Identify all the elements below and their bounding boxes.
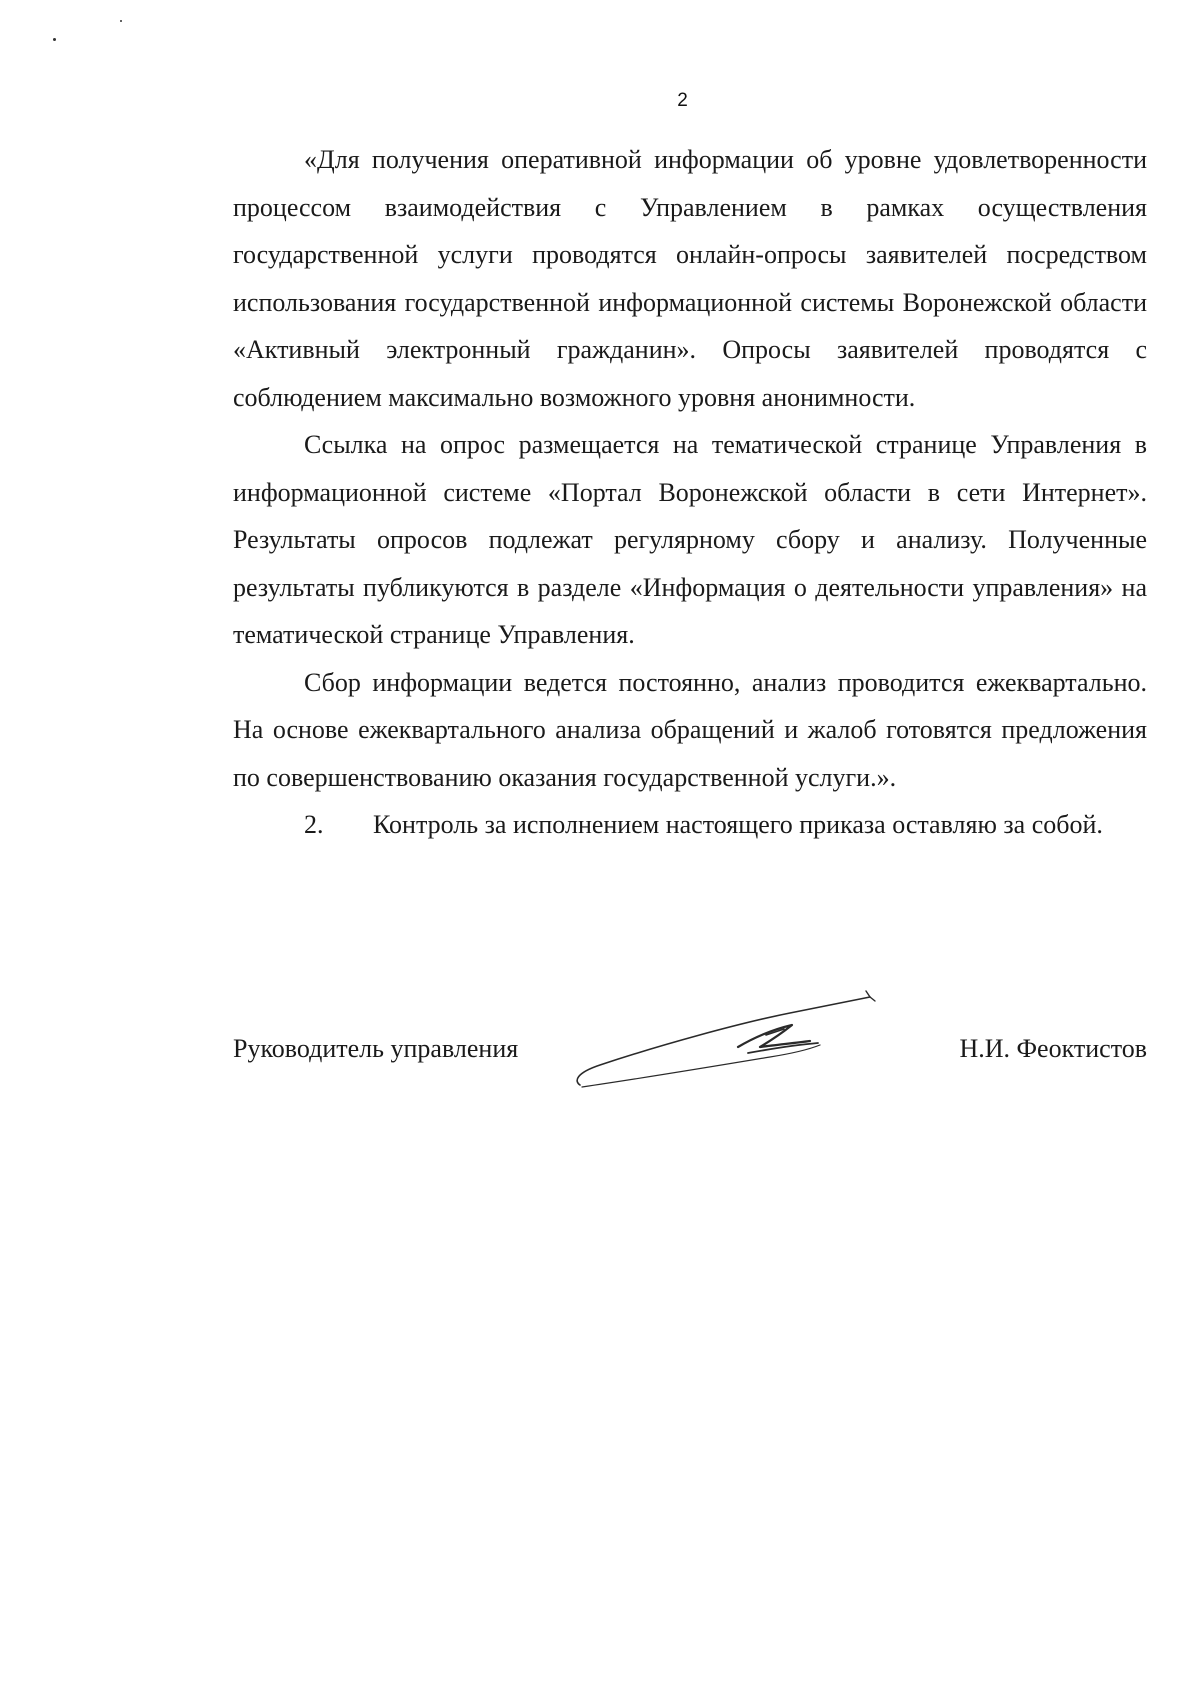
item-number: 2. [304, 810, 324, 839]
paragraph: Ссылка на опрос размещается на тематической странице Управления в информационной системе «Портал Воронежской области в сети Интернет». Результаты опросов подлежат регулярному сбору и анализу. Полученные результаты публикуются в разделе «Информация о деятельности управления» на тематической странице Управления. [233, 430, 1147, 649]
item-text: Контроль за исполнением настоящего приказа оставляю за собой. [373, 810, 1103, 839]
page-number: 2 [677, 90, 688, 111]
scan-speck [120, 20, 122, 22]
signer-position: Руководитель управления [233, 1034, 519, 1063]
numbered-item [233, 801, 1147, 849]
handwritten-signature [570, 985, 880, 1095]
paragraph: Сбор информации ведется постоянно, анализ проводится ежеквартально. На основе ежеквартального анализа обращений и жалоб готовятся предложения по совершенствованию оказания государственной услуги.». [233, 667, 1147, 792]
paragraph: «Для получения оперативной информации об уровне удовлетворенности процессом взаимодействия с Управлением в рамках осуществления государственной услуги проводятся онлайн-опросы заявителей посредством использования государственной информационной системы Воронежской области «Активный электронный гражданин». Опросы заявителей проводятся с соблюдением максимально возможного уровня анонимности. [233, 145, 1147, 412]
signer-name: Н.И. Феоктистов [959, 1034, 1147, 1063]
document-body [233, 136, 1147, 849]
scan-speck [53, 38, 56, 41]
